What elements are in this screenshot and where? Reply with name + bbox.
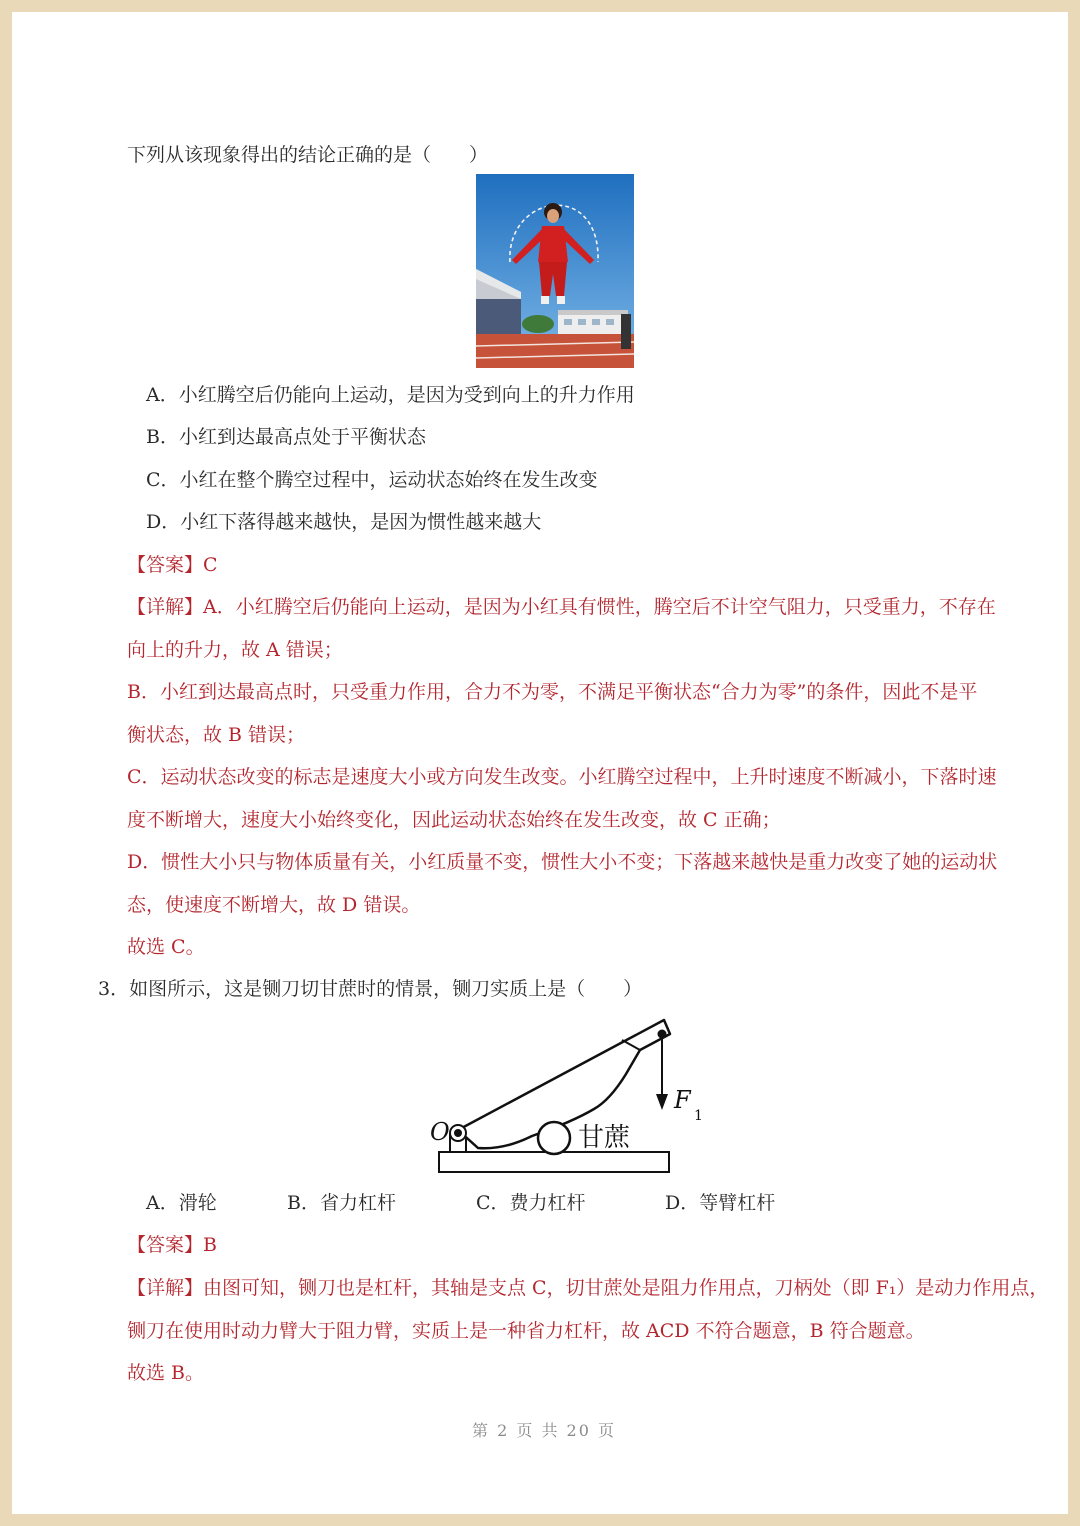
option-c: C．小红在整个腾空过程中，运动状态始终在发生改变 — [146, 469, 598, 491]
q3-option-a: A．滑轮 — [146, 1192, 217, 1214]
q3-answer-label: 【答案】B — [127, 1234, 217, 1256]
explanation-line: D．惯性大小只与物体质量有关，小红质量不变，惯性大小不变；下落越来越快是重力改变了她的运动状 — [127, 851, 998, 873]
sugarcane-label: 甘蔗 — [578, 1123, 631, 1153]
explanation-line: B．小红到达最高点时，只受重力作用，合力不为零，不满足平衡状态“合力为零”的条件，因此不是平 — [127, 681, 978, 703]
jump-rope-photo — [476, 174, 634, 368]
explanation-line: 态，使速度不断增大，故 D 错误。 — [127, 894, 421, 916]
option-b: B．小红到达最高点处于平衡状态 — [146, 426, 426, 448]
explanation-line: 向上的升力，故 A 错误； — [127, 639, 343, 661]
force-subscript: 1 — [694, 1108, 703, 1124]
force-label: F — [674, 1086, 691, 1114]
pivot-label: O — [430, 1118, 450, 1146]
q3-option-c: C．费力杠杆 — [476, 1192, 586, 1214]
answer-label: 【答案】C — [127, 554, 218, 576]
question-3-stem: 3．如图所示，这是铡刀切甘蔗时的情景，铡刀实质上是（ ） — [98, 978, 643, 1000]
page-footer: 第 2 页 共 20 页 — [472, 1421, 616, 1440]
explanation-line: C．运动状态改变的标志是速度大小或方向发生改变。小红腾空过程中，上升时速度不断减小，下落时速 — [127, 766, 997, 788]
q3-explanation-line: 铡刀在使用时动力臂大于阻力臂，实质上是一种省力杠杆，故 ACD 不符合题意，B 符合题意。 — [127, 1320, 925, 1342]
q3-option-d: D．等臂杠杆 — [665, 1192, 776, 1214]
explanation-line: 【详解】A．小红腾空后仍能向上运动，是因为小红具有惯性，腾空后不计空气阻力，只受重力，不存在 — [127, 596, 996, 618]
document-page — [12, 12, 1068, 1514]
q3-explanation-line: 【详解】由图可知，铡刀也是杠杆，其轴是支点 C，切甘蔗处是阻力作用点，刀柄处（即 F₁）是动力作用点， — [127, 1277, 1049, 1299]
q3-choose-line: 故选 B。 — [127, 1362, 205, 1384]
question-intro: 下列从该现象得出的结论正确的是（ ） — [127, 144, 489, 166]
explanation-line: 衡状态，故 B 错误； — [127, 724, 306, 746]
option-a: A．小红腾空后仍能向上运动，是因为受到向上的升力作用 — [146, 384, 635, 406]
lever-diagram — [412, 1012, 712, 1182]
option-d: D．小红下落得越来越快，是因为惯性越来越大 — [146, 511, 542, 533]
choose-line: 故选 C。 — [127, 936, 205, 958]
q3-option-b: B．省力杠杆 — [287, 1192, 396, 1214]
explanation-line: 度不断增大，速度大小始终变化，因此运动状态始终在发生改变，故 C 正确； — [127, 809, 781, 831]
